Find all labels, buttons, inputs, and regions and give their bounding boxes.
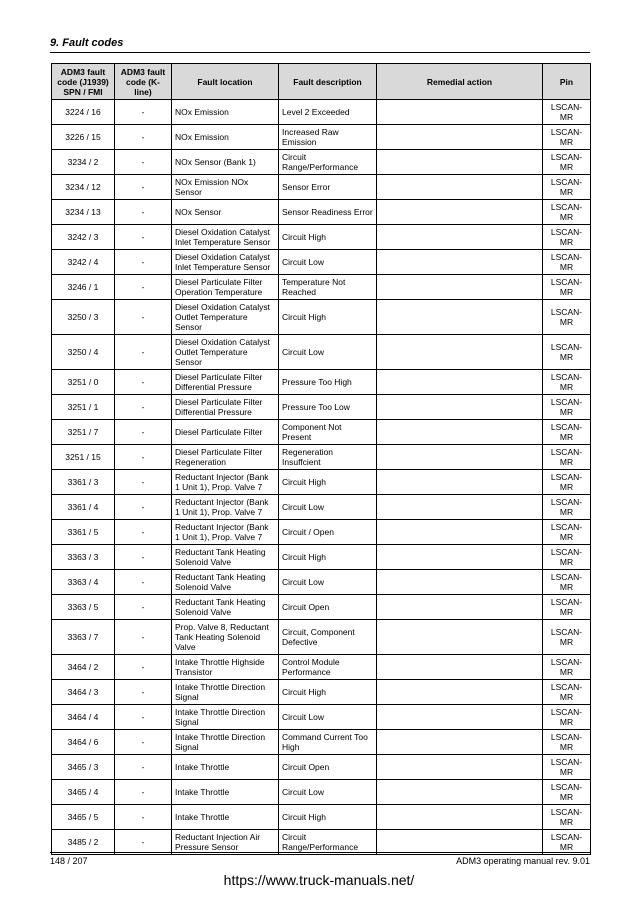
cell-fault-location: Intake Throttle (172, 805, 279, 830)
page-number: 148 / 207 (50, 856, 88, 866)
table-row (52, 445, 591, 470)
cell-remedial-action (377, 150, 543, 175)
table-row (52, 495, 591, 520)
cell-pin: LSCAN-MR (543, 300, 591, 335)
header-divider (50, 52, 590, 53)
cell-fault-description: Circuit High (279, 805, 377, 830)
fault-code-table (51, 63, 591, 855)
cell-kline-code: - (115, 445, 172, 470)
cell-fault-location: Diesel Oxidation Catalyst Inlet Temperature Sensor (172, 225, 279, 250)
cell-kline-code: - (115, 780, 172, 805)
cell-fault-description: Sensor Readiness Error (279, 200, 377, 225)
cell-fault-description: Command Current Too High (279, 730, 377, 755)
cell-remedial-action (377, 100, 543, 125)
cell-fault-description: Temperature Not Reached (279, 275, 377, 300)
table-row (52, 125, 591, 150)
header-fault-location: Fault location (172, 64, 279, 100)
cell-j1939-code: 3464 / 2 (52, 655, 115, 680)
cell-fault-location: Intake Throttle Highside Transistor (172, 655, 279, 680)
cell-fault-description: Circuit Range/Performance (279, 150, 377, 175)
cell-remedial-action (377, 250, 543, 275)
cell-kline-code: - (115, 755, 172, 780)
table-header-row (52, 64, 591, 100)
table-row (52, 335, 591, 370)
cell-fault-location: Intake Throttle (172, 755, 279, 780)
cell-kline-code: - (115, 495, 172, 520)
cell-fault-location: NOx Sensor (172, 200, 279, 225)
cell-j1939-code: 3234 / 13 (52, 200, 115, 225)
cell-pin: LSCAN-MR (543, 680, 591, 705)
cell-pin: LSCAN-MR (543, 175, 591, 200)
cell-j1939-code: 3250 / 3 (52, 300, 115, 335)
cell-pin: LSCAN-MR (543, 830, 591, 855)
cell-pin: LSCAN-MR (543, 275, 591, 300)
cell-kline-code: - (115, 520, 172, 545)
cell-j1939-code: 3234 / 2 (52, 150, 115, 175)
table-row (52, 570, 591, 595)
cell-pin: LSCAN-MR (543, 595, 591, 620)
cell-remedial-action (377, 620, 543, 655)
table-row (52, 275, 591, 300)
cell-kline-code: - (115, 125, 172, 150)
cell-fault-location: Intake Throttle Direction Signal (172, 705, 279, 730)
cell-fault-description: Pressure Too High (279, 370, 377, 395)
cell-kline-code: - (115, 595, 172, 620)
table-row (52, 200, 591, 225)
cell-pin: LSCAN-MR (543, 780, 591, 805)
cell-pin: LSCAN-MR (543, 200, 591, 225)
cell-j1939-code: 3251 / 7 (52, 420, 115, 445)
cell-remedial-action (377, 445, 543, 470)
cell-j1939-code: 3242 / 3 (52, 225, 115, 250)
cell-j1939-code: 3464 / 4 (52, 705, 115, 730)
cell-pin: LSCAN-MR (543, 445, 591, 470)
table-row (52, 150, 591, 175)
cell-kline-code: - (115, 275, 172, 300)
cell-remedial-action (377, 300, 543, 335)
cell-pin: LSCAN-MR (543, 150, 591, 175)
cell-j1939-code: 3250 / 4 (52, 335, 115, 370)
manual-revision: ADM3 operating manual rev. 9.01 (456, 856, 590, 866)
cell-pin: LSCAN-MR (543, 395, 591, 420)
fault-rows (52, 100, 591, 855)
cell-pin: LSCAN-MR (543, 370, 591, 395)
cell-pin: LSCAN-MR (543, 250, 591, 275)
cell-fault-description: Sensor Error (279, 175, 377, 200)
cell-j1939-code: 3251 / 0 (52, 370, 115, 395)
cell-remedial-action (377, 680, 543, 705)
cell-j1939-code: 3465 / 3 (52, 755, 115, 780)
cell-kline-code: - (115, 420, 172, 445)
cell-fault-location: Diesel Oxidation Catalyst Outlet Temperature Sensor (172, 300, 279, 335)
cell-j1939-code: 3464 / 6 (52, 730, 115, 755)
table-row (52, 595, 591, 620)
table-row (52, 395, 591, 420)
header-fault-description: Fault description (279, 64, 377, 100)
cell-remedial-action (377, 225, 543, 250)
cell-fault-description: Increased Raw Emission (279, 125, 377, 150)
cell-fault-description: Circuit High (279, 300, 377, 335)
cell-remedial-action (377, 420, 543, 445)
table-row (52, 705, 591, 730)
cell-remedial-action (377, 275, 543, 300)
cell-fault-location: Reductant Tank Heating Solenoid Valve (172, 570, 279, 595)
cell-remedial-action (377, 545, 543, 570)
cell-fault-description: Circuit Low (279, 570, 377, 595)
cell-kline-code: - (115, 805, 172, 830)
cell-kline-code: - (115, 175, 172, 200)
cell-fault-description: Circuit High (279, 680, 377, 705)
cell-remedial-action (377, 805, 543, 830)
cell-remedial-action (377, 705, 543, 730)
table-row (52, 755, 591, 780)
table-row (52, 175, 591, 200)
cell-j1939-code: 3363 / 7 (52, 620, 115, 655)
cell-fault-location: Reductant Injection Air Pressure Sensor (172, 830, 279, 855)
cell-remedial-action (377, 755, 543, 780)
cell-fault-description: Circuit Open (279, 755, 377, 780)
cell-kline-code: - (115, 370, 172, 395)
cell-fault-location: Reductant Injector (Bank 1 Unit 1), Prop. Valve 7 (172, 520, 279, 545)
table-row (52, 100, 591, 125)
cell-kline-code: - (115, 705, 172, 730)
cell-kline-code: - (115, 655, 172, 680)
cell-fault-location: Reductant Tank Heating Solenoid Valve (172, 545, 279, 570)
cell-fault-location: Intake Throttle Direction Signal (172, 680, 279, 705)
cell-fault-description: Circuit Range/Performance (279, 830, 377, 855)
table-row (52, 545, 591, 570)
cell-fault-location: Intake Throttle (172, 780, 279, 805)
cell-remedial-action (377, 495, 543, 520)
cell-j1939-code: 3246 / 1 (52, 275, 115, 300)
cell-pin: LSCAN-MR (543, 805, 591, 830)
cell-fault-description: Pressure Too Low (279, 395, 377, 420)
cell-fault-description: Circuit Low (279, 495, 377, 520)
cell-fault-location: Reductant Injector (Bank 1 Unit 1), Prop. Valve 7 (172, 470, 279, 495)
table-row (52, 370, 591, 395)
cell-fault-description: Component Not Present (279, 420, 377, 445)
cell-j1939-code: 3363 / 5 (52, 595, 115, 620)
cell-pin: LSCAN-MR (543, 545, 591, 570)
cell-j1939-code: 3361 / 4 (52, 495, 115, 520)
cell-pin: LSCAN-MR (543, 495, 591, 520)
cell-kline-code: - (115, 730, 172, 755)
cell-fault-description: Circuit Low (279, 335, 377, 370)
table-row (52, 250, 591, 275)
cell-remedial-action (377, 520, 543, 545)
cell-fault-description: Circuit Low (279, 705, 377, 730)
cell-fault-location: Diesel Particulate Filter (172, 420, 279, 445)
cell-remedial-action (377, 125, 543, 150)
cell-j1939-code: 3485 / 2 (52, 830, 115, 855)
cell-pin: LSCAN-MR (543, 520, 591, 545)
cell-fault-location: NOx Emission NOx Sensor (172, 175, 279, 200)
cell-pin: LSCAN-MR (543, 225, 591, 250)
cell-fault-location: Reductant Tank Heating Solenoid Valve (172, 595, 279, 620)
table-row (52, 655, 591, 680)
cell-fault-description: Circuit High (279, 225, 377, 250)
cell-j1939-code: 3465 / 5 (52, 805, 115, 830)
cell-fault-description: Circuit Low (279, 780, 377, 805)
cell-remedial-action (377, 830, 543, 855)
table-row (52, 300, 591, 335)
cell-kline-code: - (115, 200, 172, 225)
cell-fault-location: Diesel Particulate Filter Regeneration (172, 445, 279, 470)
cell-j1939-code: 3361 / 3 (52, 470, 115, 495)
cell-remedial-action (377, 470, 543, 495)
cell-fault-location: NOx Sensor (Bank 1) (172, 150, 279, 175)
cell-kline-code: - (115, 620, 172, 655)
header-kline-code: ADM3 fault code (K-line) (115, 64, 172, 100)
source-url[interactable]: https://www.truck-manuals.net/ (223, 872, 415, 888)
cell-j1939-code: 3242 / 4 (52, 250, 115, 275)
cell-fault-location: Diesel Oxidation Catalyst Inlet Temperature Sensor (172, 250, 279, 275)
table-row (52, 680, 591, 705)
cell-kline-code: - (115, 225, 172, 250)
table-row (52, 470, 591, 495)
cell-kline-code: - (115, 300, 172, 335)
table-row (52, 620, 591, 655)
cell-pin: LSCAN-MR (543, 730, 591, 755)
cell-j1939-code: 3465 / 4 (52, 780, 115, 805)
cell-fault-location: Diesel Particulate Filter Operation Temperature (172, 275, 279, 300)
cell-kline-code: - (115, 335, 172, 370)
cell-kline-code: - (115, 470, 172, 495)
header-pin: Pin (543, 64, 591, 100)
cell-pin: LSCAN-MR (543, 470, 591, 495)
cell-pin: LSCAN-MR (543, 125, 591, 150)
cell-pin: LSCAN-MR (543, 570, 591, 595)
cell-j1939-code: 3251 / 1 (52, 395, 115, 420)
cell-j1939-code: 3226 / 15 (52, 125, 115, 150)
cell-fault-location: Prop. Valve 8, Reductant Tank Heating Solenoid Valve (172, 620, 279, 655)
table-row (52, 830, 591, 855)
cell-fault-location: Diesel Oxidation Catalyst Outlet Temperature Sensor (172, 335, 279, 370)
table-row (52, 780, 591, 805)
cell-fault-description: Level 2 Exceeded (279, 100, 377, 125)
cell-kline-code: - (115, 250, 172, 275)
header-remedial-action: Remedial action (377, 64, 543, 100)
table-row (52, 420, 591, 445)
cell-fault-location: Reductant Injector (Bank 1 Unit 1), Prop. Valve 7 (172, 495, 279, 520)
cell-fault-location: NOx Emission (172, 125, 279, 150)
section-title: 9. Fault codes (50, 37, 124, 49)
cell-j1939-code: 3234 / 12 (52, 175, 115, 200)
table-row (52, 225, 591, 250)
cell-kline-code: - (115, 680, 172, 705)
cell-pin: LSCAN-MR (543, 755, 591, 780)
cell-remedial-action (377, 570, 543, 595)
cell-fault-description: Circuit Open (279, 595, 377, 620)
cell-fault-description: Regeneration Insuffcient (279, 445, 377, 470)
cell-kline-code: - (115, 830, 172, 855)
cell-j1939-code: 3224 / 16 (52, 100, 115, 125)
cell-remedial-action (377, 200, 543, 225)
cell-j1939-code: 3464 / 3 (52, 680, 115, 705)
cell-kline-code: - (115, 395, 172, 420)
cell-fault-location: Diesel Particulate Filter Differential Pressure (172, 370, 279, 395)
cell-j1939-code: 3363 / 3 (52, 545, 115, 570)
cell-fault-description: Circuit High (279, 545, 377, 570)
header-j1939-code: ADM3 fault code (J1939) SPN / FMI (52, 64, 115, 100)
cell-fault-description: Circuit, Component Defective (279, 620, 377, 655)
cell-pin: LSCAN-MR (543, 705, 591, 730)
cell-remedial-action (377, 780, 543, 805)
cell-fault-description: Control Module Performance (279, 655, 377, 680)
cell-j1939-code: 3361 / 5 (52, 520, 115, 545)
cell-remedial-action (377, 730, 543, 755)
cell-kline-code: - (115, 570, 172, 595)
cell-pin: LSCAN-MR (543, 335, 591, 370)
cell-pin: LSCAN-MR (543, 655, 591, 680)
cell-fault-location: Intake Throttle Direction Signal (172, 730, 279, 755)
cell-fault-description: Circuit Low (279, 250, 377, 275)
footer-divider (50, 852, 590, 853)
cell-j1939-code: 3363 / 4 (52, 570, 115, 595)
cell-fault-location: NOx Emission (172, 100, 279, 125)
cell-remedial-action (377, 655, 543, 680)
cell-remedial-action (377, 370, 543, 395)
cell-fault-description: Circuit High (279, 470, 377, 495)
cell-fault-location: Diesel Particulate Filter Differential Pressure (172, 395, 279, 420)
table-row (52, 520, 591, 545)
cell-pin: LSCAN-MR (543, 620, 591, 655)
cell-kline-code: - (115, 150, 172, 175)
cell-remedial-action (377, 595, 543, 620)
cell-kline-code: - (115, 100, 172, 125)
cell-kline-code: - (115, 545, 172, 570)
cell-j1939-code: 3251 / 15 (52, 445, 115, 470)
table-row (52, 730, 591, 755)
cell-remedial-action (377, 395, 543, 420)
cell-fault-description: Circuit / Open (279, 520, 377, 545)
table-row (52, 805, 591, 830)
cell-remedial-action (377, 175, 543, 200)
cell-pin: LSCAN-MR (543, 100, 591, 125)
cell-pin: LSCAN-MR (543, 420, 591, 445)
cell-remedial-action (377, 335, 543, 370)
